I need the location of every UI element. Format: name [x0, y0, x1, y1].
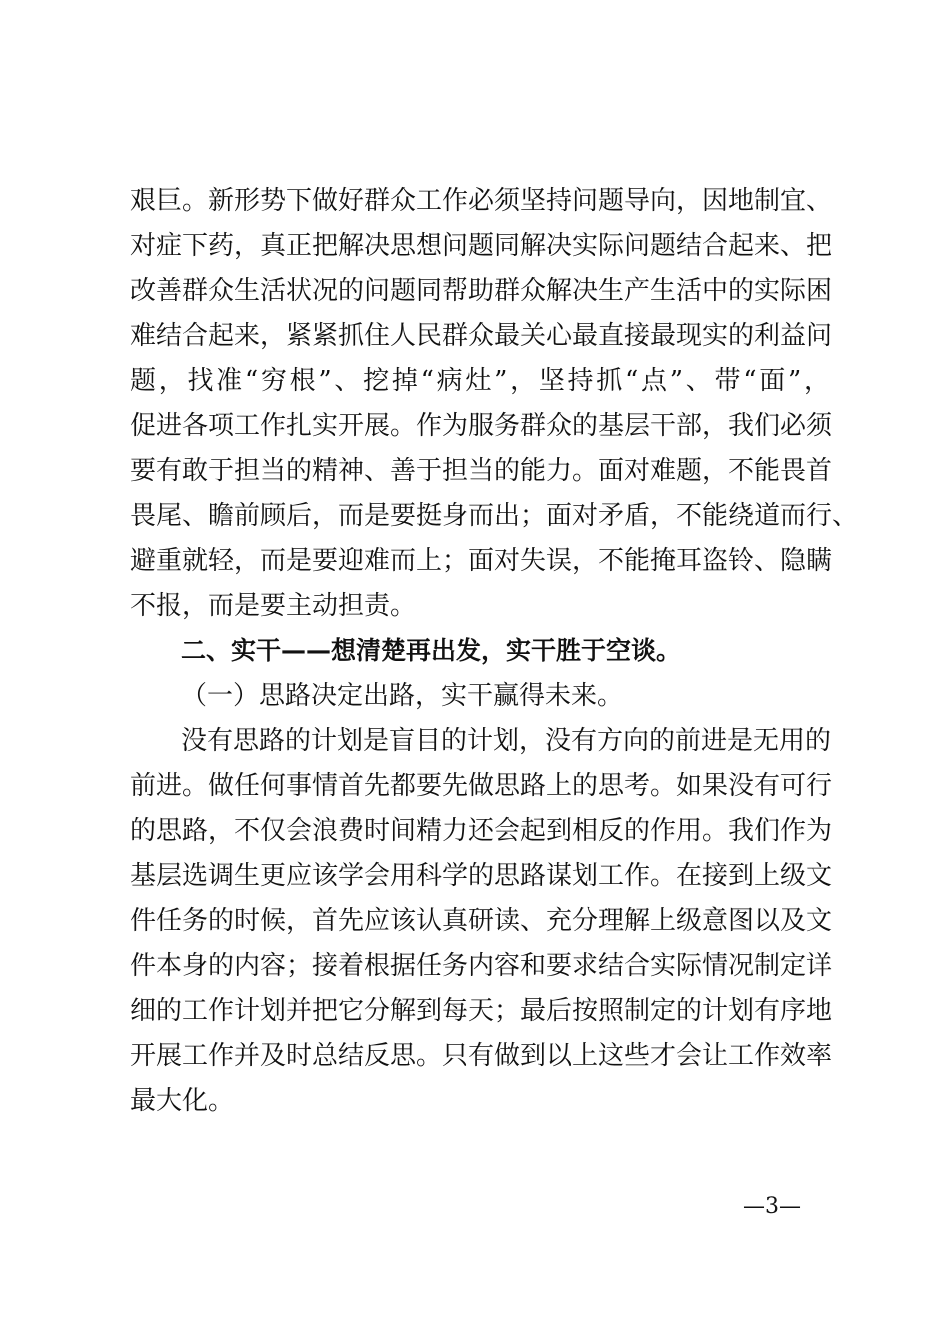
paragraph-line: 改善群众生活状况的问题同帮助群众解决生产生活中的实际困 — [130, 276, 833, 306]
paragraph-line: 不报，而是要主动担责。 — [130, 591, 417, 621]
paragraph-line: 艰巨。新形势下做好群众工作必须坚持问题导向，因地制宜、 — [130, 186, 833, 216]
section-heading: 二、实干——想清楚再出发，实干胜于空谈。 — [181, 636, 682, 665]
paragraph-line: 对症下药，真正把解决思想问题同解决实际问题结合起来、把 — [130, 231, 833, 261]
paragraph-line: 的思路，不仅会浪费时间精力还会起到相反的作用。我们作为 — [130, 816, 833, 846]
paragraph-line: 件本身的内容；接着根据任务内容和要求结合实际情况制定详 — [130, 951, 833, 981]
paragraph-line: 畏尾、瞻前顾后，而是要挺身而出；面对矛盾，不能绕道而行、 — [130, 501, 859, 531]
paragraph-line: 开展工作并及时总结反思。只有做到以上这些才会让工作效率 — [130, 1041, 833, 1071]
page-number: —3— — [743, 1194, 801, 1219]
subsection-heading: （一）思路决定出路，实干赢得未来。 — [181, 681, 624, 711]
paragraph-line: 要有敢于担当的精神、善于担当的能力。面对难题，不能畏首 — [130, 456, 833, 486]
paragraph-line: 题，找准“穷根”、挖掉“病灶”，坚持抓“点”、带“面”， — [130, 366, 830, 396]
paragraph-line: 促进各项工作扎实开展。作为服务群众的基层干部，我们必须 — [130, 411, 833, 441]
paragraph-line: 最大化。 — [130, 1086, 235, 1116]
paragraph-line: 避重就轻，而是要迎难而上；面对失误，不能掩耳盗铃、隐瞒 — [130, 546, 833, 576]
paragraph-line: 前进。做任何事情首先都要先做思路上的思考。如果没有可行 — [130, 771, 833, 801]
paragraph-line: 细的工作计划并把它分解到每天；最后按照制定的计划有序地 — [130, 996, 833, 1026]
paragraph-line: 件任务的时候，首先应该认真研读、充分理解上级意图以及文 — [130, 906, 833, 936]
paragraph-line: 基层选调生更应该学会用科学的思路谋划工作。在接到上级文 — [130, 861, 833, 891]
paragraph-line: 没有思路的计划是盲目的计划，没有方向的前进是无用的 — [181, 726, 832, 756]
paragraph-line: 难结合起来，紧紧抓住人民群众最关心最直接最现实的利益问 — [130, 321, 833, 351]
